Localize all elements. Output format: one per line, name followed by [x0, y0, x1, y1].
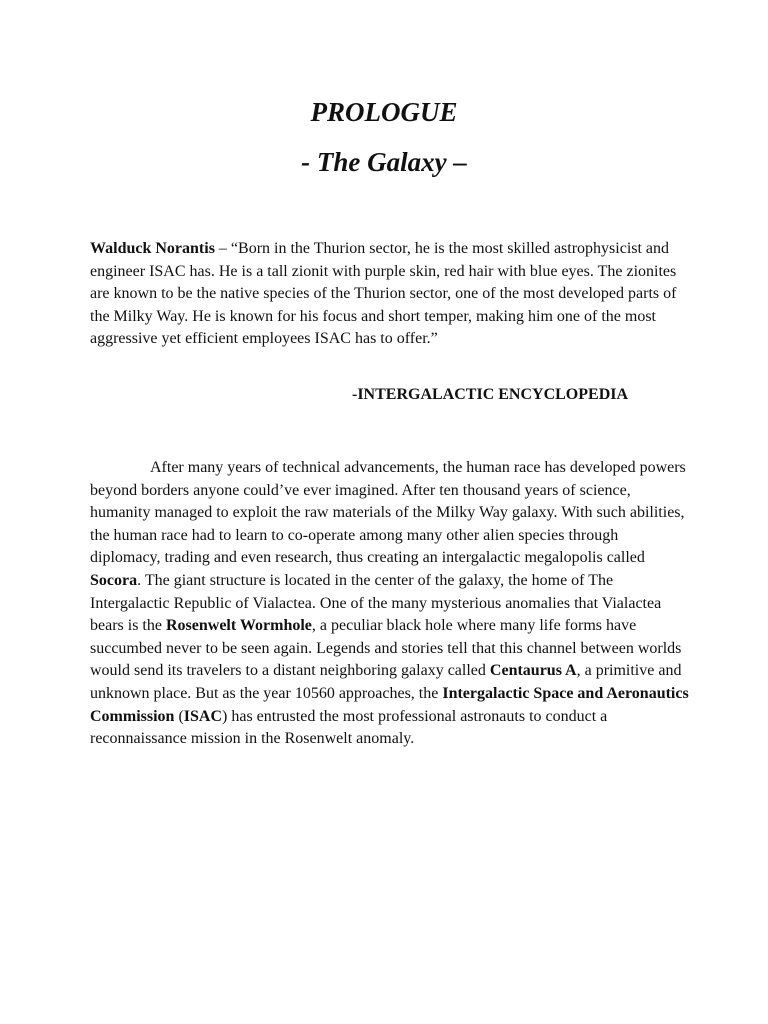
entry-quote: “Born in the Thurion sector, he is the most skilled astrophysicist and engineer ISAC has. He is a tall zionit with purple skin, red hair with blue eyes. The zionites are known to be the native species of the Thurion sector, one of the most developed parts of the Milky Way. He is known for his focus and short temper, making him one of the most aggressive yet efficient employees ISAC has to offer.”	[90, 240, 677, 348]
story-text-1: After many years of technical advancements, the human race has developed powers beyond borders anyone could’ve ever imagined. After ten thousand years of science, humanity managed to exploit the raw materials of the Milky Way galaxy. With such abilities, the human race had to learn to co-operate among many other alien species through diplomacy, trading and even research, thus creating an intergalactic megalopolis called	[90, 459, 686, 567]
story-text-4: , a primitive and unknown place. But as the year 10560 approaches, the	[90, 662, 682, 702]
term-commission: Intergalactic Space and Aeronautics Commission	[90, 684, 689, 725]
encyclopedia-entry	[90, 238, 690, 351]
page-title: PROLOGUE	[310, 97, 458, 127]
story-text-3: , a peculiar black hole where many life forms have succumbed never to be seen again. Legends and stories tell that this channel between worlds would send its travelers to a distant neighboring galaxy called	[90, 617, 682, 680]
page-subtitle: - The Galaxy –	[301, 147, 467, 177]
term-socora: Socora	[90, 571, 138, 589]
entry-name: Walduck Norantis	[90, 240, 215, 257]
story-text-2: . The giant structure is located in the center of the galaxy, the home of The Intergalactic Republic of Vialactea. One of the many mysterious anomalies that Vialactea bears is the	[90, 571, 662, 635]
term-centaurus-a: Centaurus A	[489, 662, 577, 680]
entry-dash: –	[214, 240, 231, 257]
story-paragraph	[90, 457, 690, 751]
story-text-6: ) has entrusted the most professional astronauts to conduct a reconnaissance mission in the Rosenwelt anomaly.	[90, 707, 608, 748]
term-isac: ISAC	[183, 707, 223, 725]
term-rosenwelt-wormhole: Rosenwelt Wormhole	[165, 617, 312, 635]
entry-source: -INTERGALACTIC ENCYCLOPEDIA	[352, 386, 629, 403]
story-text-5: (	[174, 707, 184, 725]
